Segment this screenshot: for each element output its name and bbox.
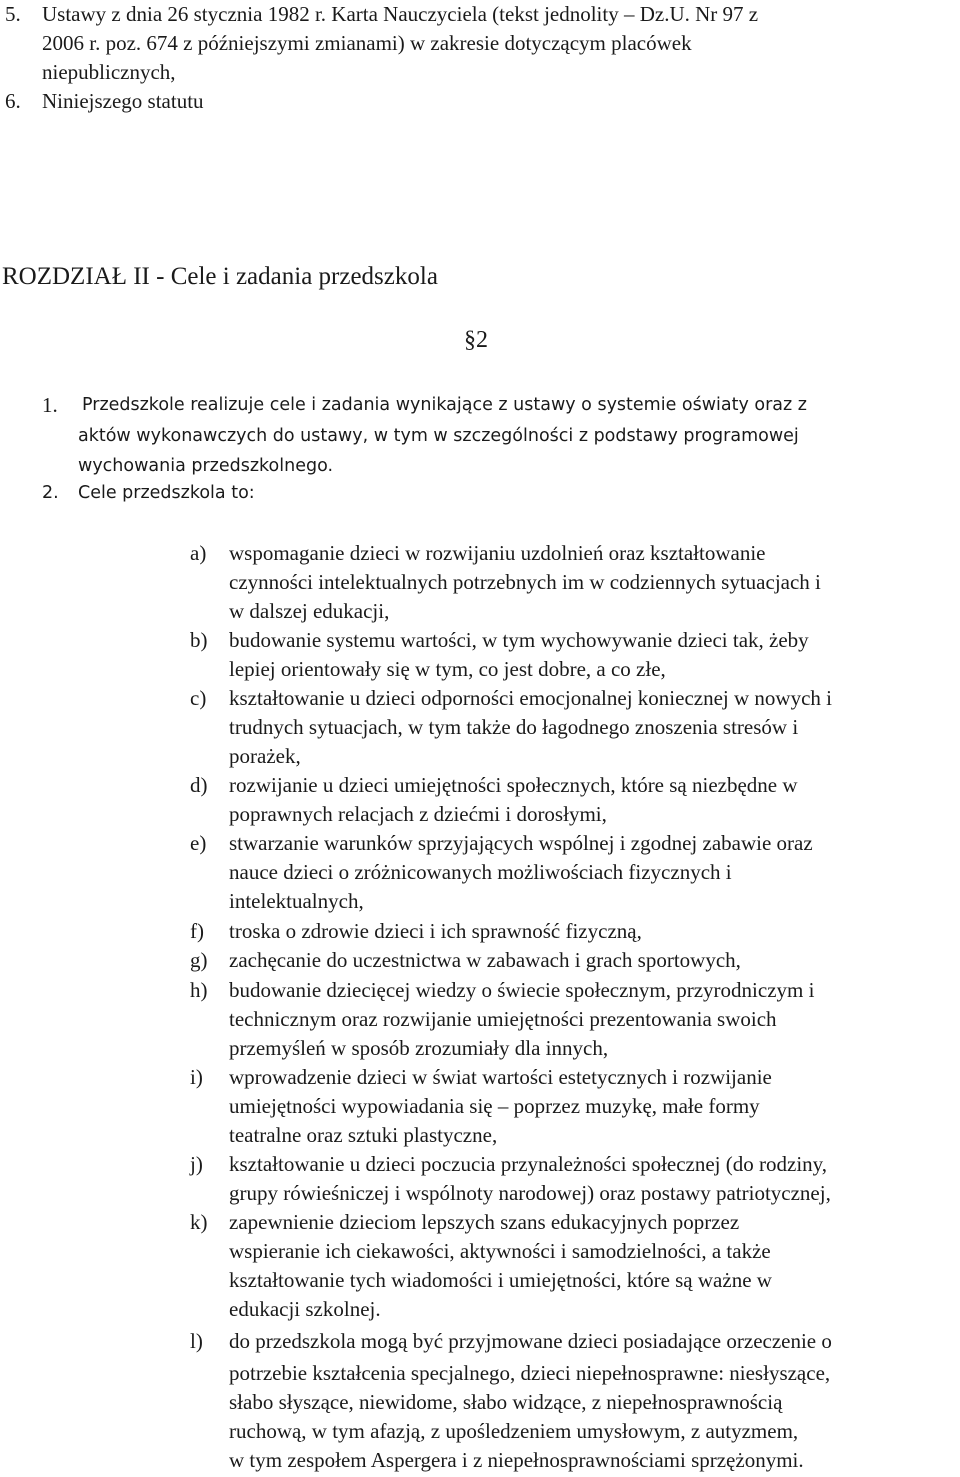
goal-line: trudnych sytuacjach, w tym także do łagodnego znoszenia stresów i [229, 715, 799, 739]
goal-line: troska o zdrowie dzieci i ich sprawność fizyczną, [229, 919, 642, 943]
goal-letter: d) [190, 773, 208, 797]
goal-line: przemyśleń w sposób zrozumiały dla innych, [229, 1036, 609, 1060]
goal-line: ruchową, w tym afazją, z upośledzeniem umysłowym, z autyzmem, [229, 1419, 799, 1443]
goal-line: do przedszkola mogą być przyjmowane dzieci posiadające orzeczenie o [229, 1329, 832, 1353]
section-mark: §2 [464, 327, 488, 353]
goal-line: umiejętności wypowiadania się – poprzez muzykę, małe formy [229, 1094, 760, 1118]
goal-line: grupy rówieśniczej i wspólnoty narodowej) oraz postawy patriotycznej, [229, 1181, 831, 1205]
paragraph-number: 2. [42, 483, 59, 503]
goal-line: lepiej orientowały się w tym, co jest dobre, a co złe, [229, 657, 666, 681]
goal-letter: h) [190, 978, 208, 1002]
goal-line: poprawnych relacjach z dziećmi i dorosłymi, [229, 802, 607, 826]
chapter-heading: ROZDZIAŁ II - Cele i zadania przedszkola [2, 263, 438, 290]
goal-letter: g) [190, 948, 208, 972]
goal-line: nauce dzieci o zróżnicowanych możliwościach fizycznych i [229, 860, 732, 884]
goal-line: budowanie dziecięcej wiedzy o świecie społecznym, przyrodniczym i [229, 978, 815, 1002]
goal-letter: a) [190, 541, 207, 565]
list-item-line: 2006 r. poz. 674 z późniejszymi zmianami) w zakresie dotyczącym placówek [42, 31, 692, 55]
paragraph-line: wychowania przedszkolnego. [78, 456, 334, 476]
goal-line: intelektualnych, [229, 889, 364, 913]
goal-line: edukacji szkolnej. [229, 1297, 381, 1321]
goal-line: kształtowanie tych wiadomości i umiejętności, które są ważne w [229, 1268, 772, 1292]
goal-line: zapewnienie dzieciom lepszych szans edukacyjnych poprzez [229, 1210, 740, 1234]
list-item-line: Niniejszego statutu [42, 89, 204, 113]
goal-line: teatralne oraz sztuki plastyczne, [229, 1123, 498, 1147]
paragraph-number: 1. [42, 393, 58, 417]
goal-letter: l) [190, 1329, 203, 1353]
goal-line: technicznym oraz rozwijanie umiejętności prezentowania swoich [229, 1007, 777, 1031]
goal-letter: j) [190, 1152, 203, 1176]
list-number: 5. [5, 2, 21, 26]
list-number: 6. [5, 89, 21, 113]
goal-line: kształtowanie u dzieci odporności emocjonalnej koniecznej w nowych i [229, 686, 832, 710]
goal-line: porażek, [229, 744, 301, 768]
goal-letter: f) [190, 919, 204, 943]
goal-line: zachęcanie do uczestnictwa w zabawach i grach sportowych, [229, 948, 741, 972]
goal-line: stwarzanie warunków sprzyjających wspólnej i zgodnej zabawie oraz [229, 831, 813, 855]
goal-line: wspieranie ich ciekawości, aktywności i samodzielności, a także [229, 1239, 771, 1263]
goal-letter: k) [190, 1210, 208, 1234]
goal-letter: b) [190, 628, 208, 652]
list-item-line: Ustawy z dnia 26 stycznia 1982 r. Karta Nauczyciela (tekst jednolity – Dz.U. Nr 97 z [42, 2, 759, 26]
goal-line: kształtowanie u dzieci poczucia przynależności społecznej (do rodziny, [229, 1152, 828, 1176]
goal-line: budowanie systemu wartości, w tym wychowywanie dzieci tak, żeby [229, 628, 809, 652]
goal-line: w tym zespołem Aspergera i z niepełnosprawnościami sprzężonymi. [229, 1448, 804, 1472]
goal-line: potrzebie kształcenia specjalnego, dzieci niepełnosprawne: niesłyszące, [229, 1361, 831, 1385]
goal-line: czynności intelektualnych potrzebnych im w codziennych sytuacjach i [229, 570, 821, 594]
goal-letter: e) [190, 831, 207, 855]
paragraph-line: aktów wykonawczych do ustawy, w tym w szczególności z podstawy programowej [78, 426, 799, 446]
goal-line: wspomaganie dzieci w rozwijaniu uzdolnień oraz kształtowanie [229, 541, 766, 565]
goal-line: wprowadzenie dzieci w świat wartości estetycznych i rozwijanie [229, 1065, 772, 1089]
goal-line: w dalszej edukacji, [229, 599, 390, 623]
goal-letter: i) [190, 1065, 203, 1089]
paragraph-line: Cele przedszkola to: [78, 483, 255, 503]
goal-letter: c) [190, 686, 207, 710]
list-item-line: niepublicznych, [42, 60, 176, 84]
paragraph-line: Przedszkole realizuje cele i zadania wynikające z ustawy o systemie oświaty oraz z [82, 395, 807, 415]
goal-line: rozwijanie u dzieci umiejętności społecznych, które są niezbędne w [229, 773, 798, 797]
goal-line: słabo słyszące, niewidome, słabo widzące, z niepełnosprawnością [229, 1390, 783, 1414]
